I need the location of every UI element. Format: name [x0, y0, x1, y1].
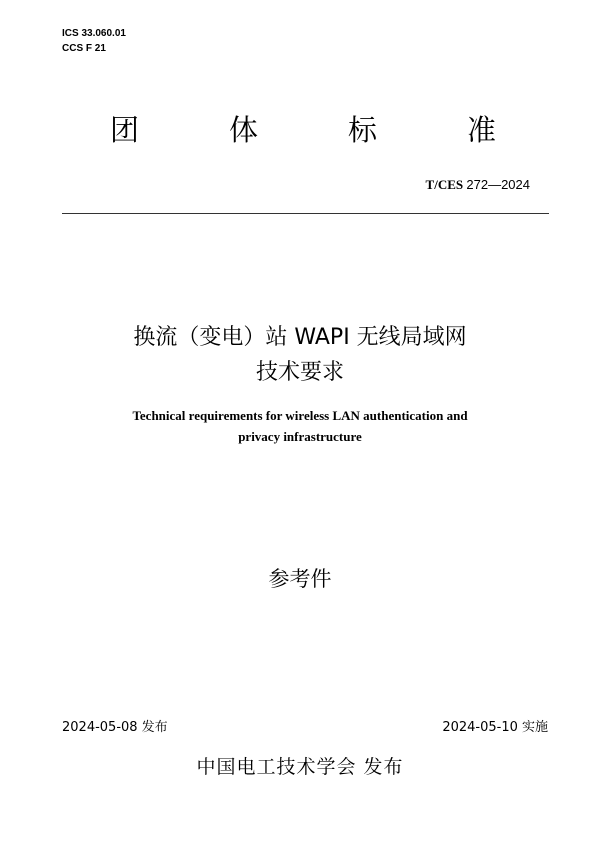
standard-code: [426, 177, 530, 193]
publisher: 中国电工技术学会 发布: [196, 756, 404, 778]
implement-date: 2024-05-10 实施: [442, 720, 548, 735]
standard-code-prefix: T/CES: [425, 177, 464, 192]
title-cn-line2: 技术要求: [255, 360, 344, 385]
ics-code: ICS 33.060.01: [62, 28, 126, 39]
standard-kind-char: 团: [110, 113, 140, 147]
standard-kind-char: 标: [347, 113, 377, 147]
title-cn-line1: 换流（变电）站 WAPI 无线局域网: [133, 325, 467, 350]
standard-kind: [62, 108, 538, 149]
standard-kind-char: 准: [466, 113, 496, 147]
ccs-code: CCS F 21: [62, 43, 106, 54]
title-en-line2: privacy infrastructure: [238, 429, 362, 444]
header-divider: [62, 213, 549, 214]
standard-kind-char: 体: [228, 113, 258, 147]
title-en-line1: Technical requirements for wireless LAN authentication and: [132, 408, 468, 423]
standard-code-number: 272—2024: [466, 177, 530, 192]
reference-label: 参考件: [268, 567, 332, 591]
publish-date: 2024-05-08 发布: [62, 720, 168, 735]
